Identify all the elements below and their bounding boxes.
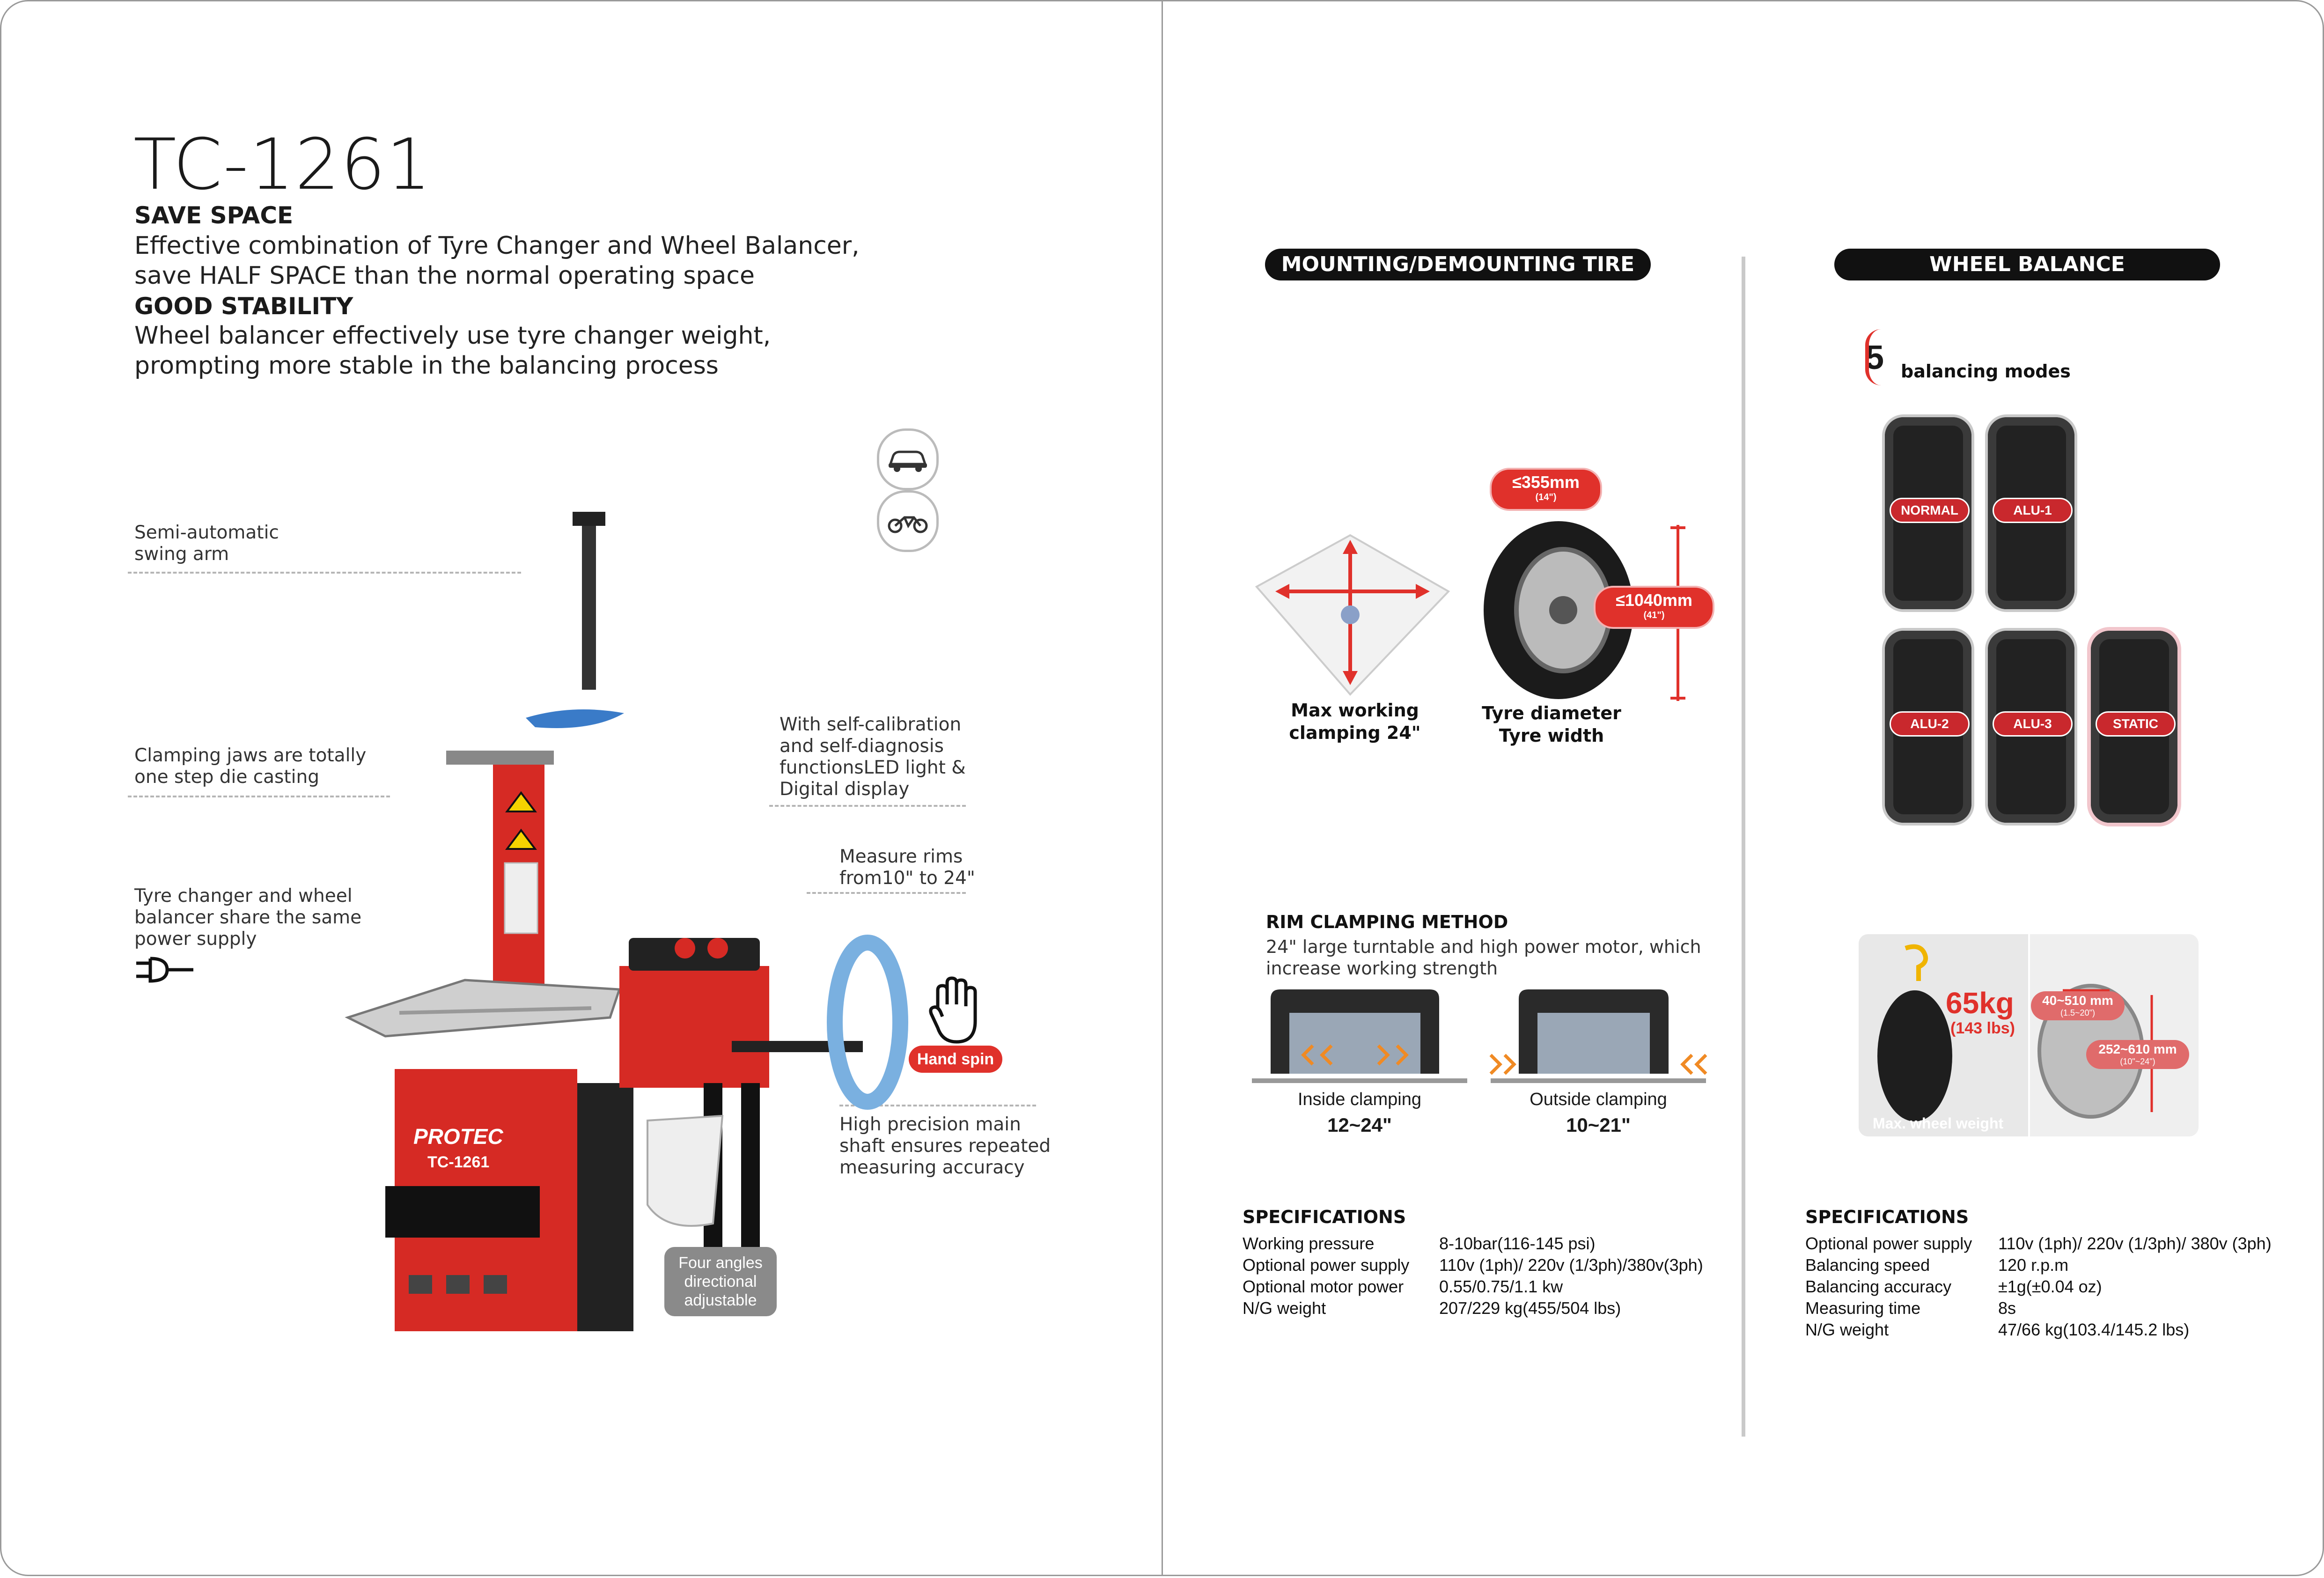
- mounting-header: MOUNTING/DEMOUNTING TIRE: [1265, 249, 1651, 280]
- callout-calib-line2: and self-diagnosis: [780, 736, 944, 757]
- max-working-line2: clamping 24": [1289, 723, 1421, 743]
- max-weight-caption: Max. wheel weight: [1873, 1115, 2004, 1132]
- modes-label: balancing modes: [1901, 361, 2071, 382]
- mounting-spec-value: 110v (1ph)/ 220v (1/3ph)/380v(3ph): [1439, 1255, 1703, 1275]
- max-weight-value: 65kg: [1946, 986, 2014, 1020]
- balance-spec-value: 47/66 kg(103.4/145.2 lbs): [1998, 1320, 2190, 1339]
- mounting-spec-value: 8-10bar(116-145 psi): [1439, 1234, 1596, 1253]
- balance-spec-key: Measuring time: [1805, 1298, 1921, 1318]
- save-space-text-1: Effective combination of Tyre Changer and Wheel Balancer,: [134, 232, 860, 260]
- outside-clamping-diagram: [1481, 985, 1715, 1090]
- rim-clamping-desc: [1266, 936, 1701, 979]
- callout-swing-arm-line2: swing arm: [134, 544, 229, 565]
- callout-power-line3: power supply: [134, 929, 257, 950]
- balance-spec-value: 110v (1ph)/ 220v (1/3ph)/ 380v (3ph): [1998, 1234, 2272, 1253]
- height-tag-value: ≤1040mm: [1616, 590, 1692, 610]
- callout-jaws-line1: Clamping jaws are totally: [134, 745, 367, 766]
- rim-desc-line2: increase working strength: [1266, 958, 1498, 979]
- width-tag-sub: (1.5~20"): [2060, 1008, 2095, 1018]
- diameter-tag: [1490, 468, 1602, 511]
- left-page: [0, 0, 1163, 1576]
- balance-spec-key: Optional power supply: [1805, 1234, 1972, 1253]
- max-working-line1: Max working: [1291, 700, 1419, 721]
- four-angles-tag: [664, 1247, 777, 1316]
- machine-brand-label: PROTEC: [413, 1124, 503, 1149]
- callout-power-line2: balancer share the same: [134, 907, 362, 928]
- diameter-range-sub: (10"~24"): [2120, 1057, 2155, 1066]
- plug-icon: [134, 956, 195, 986]
- mode-normal-tyre: [1885, 417, 1971, 609]
- balance-spec-key: N/G weight: [1805, 1320, 1889, 1339]
- callout-jaws-line2: one step die casting: [134, 767, 319, 788]
- mode-alu1-label: ALU-1: [1993, 498, 2073, 523]
- rim-desc-line1: 24" large turntable and high power motor, which: [1266, 936, 1701, 957]
- mounting-spec-key: Optional power supply: [1243, 1255, 1410, 1275]
- height-tag: [1594, 586, 1714, 629]
- four-angles-line2: directional: [684, 1273, 757, 1290]
- diameter-tag-sub: (14"): [1535, 492, 1557, 502]
- machine-model-label: TC-1261: [427, 1153, 490, 1171]
- mounting-spec-value: 207/229 kg(455/504 lbs): [1439, 1298, 1621, 1318]
- max-working-label: [1285, 699, 1425, 744]
- width-tag: [2031, 991, 2125, 1020]
- tyre-diameter-label: [1467, 702, 1636, 747]
- callout-power-supply: [134, 885, 361, 950]
- callout-power-line1: Tyre changer and wheel: [134, 885, 353, 907]
- tyre-diameter-line2: Tyre width: [1499, 725, 1604, 746]
- balance-spec-key: Balancing speed: [1805, 1255, 1930, 1275]
- mounting-spec-key: N/G weight: [1243, 1298, 1326, 1318]
- width-tag-value: 40~510 mm: [2042, 993, 2113, 1008]
- column-divider: [1742, 257, 1745, 1437]
- rim-clamping-title: RIM CLAMPING METHOD: [1266, 912, 1508, 932]
- inside-clamping-diagram: [1243, 985, 1477, 1090]
- mounting-spec-key: Working pressure: [1243, 1234, 1375, 1253]
- inside-clamping-range: 12~24": [1327, 1114, 1392, 1136]
- callout-calib-line1: With self-calibration: [780, 714, 962, 735]
- tyre-diameter-line1: Tyre diameter: [1482, 703, 1621, 723]
- save-space-heading: SAVE SPACE: [134, 202, 294, 229]
- mode-alu3-tyre: [1988, 631, 2074, 823]
- diameter-range-tag: [2086, 1040, 2189, 1069]
- good-stability-text-2: prompting more stable in the balancing process: [134, 352, 719, 380]
- four-angles-line1: Four angles: [678, 1254, 763, 1272]
- height-tag-sub: (41"): [1643, 610, 1665, 620]
- modes-ring-icon: [1865, 329, 1897, 385]
- outside-clamping-label: Outside clamping: [1530, 1090, 1667, 1109]
- callout-swing-arm: [134, 522, 279, 565]
- balance-spec-value: 8s: [1998, 1298, 2016, 1318]
- mode-alu2-label: ALU-2: [1890, 711, 1970, 737]
- inside-clamping-label: Inside clamping: [1297, 1090, 1422, 1109]
- balance-spec-value: 120 r.p.m: [1998, 1255, 2069, 1275]
- mode-static-label: STATIC: [2096, 711, 2176, 737]
- callout-shaft-line1: High precision main: [839, 1114, 1021, 1135]
- mode-normal-label: NORMAL: [1890, 498, 1970, 523]
- mode-alu2-tyre: [1885, 631, 1971, 823]
- wheel-balance-header: WHEEL BALANCE: [1834, 249, 2220, 280]
- callout-rims-line2: from10" to 24": [839, 868, 975, 889]
- mode-alu1-tyre: [1988, 417, 2074, 609]
- product-title: TC-1261: [133, 124, 432, 206]
- callout-calib-line3: functionsLED light &: [780, 757, 966, 778]
- callout-shaft-line2: shaft ensures repeated: [839, 1136, 1051, 1157]
- mounting-spec-value: 0.55/0.75/1.1 kw: [1439, 1277, 1563, 1296]
- rim-size-panel: [2030, 934, 2199, 1136]
- balance-spec-key: Balancing accuracy: [1805, 1277, 1952, 1296]
- callout-calib-line4: Digital display: [780, 779, 910, 800]
- callout-swing-arm-line1: Semi-automatic: [134, 522, 279, 543]
- save-space-text-2: save HALF SPACE than the normal operating space: [134, 262, 755, 290]
- mode-static-tyre: [2091, 631, 2177, 823]
- mounting-specs-title: SPECIFICATIONS: [1243, 1207, 1406, 1227]
- mounting-spec-key: Optional motor power: [1243, 1277, 1404, 1296]
- balance-spec-value: ±1g(±0.04 oz): [1998, 1277, 2102, 1296]
- outside-clamping-range: 10~21": [1566, 1114, 1631, 1136]
- callout-shaft-line3: measuring accuracy: [839, 1157, 1025, 1178]
- right-page: [1162, 0, 2324, 1576]
- modes-count: 5: [1865, 339, 1884, 376]
- diameter-tag-value: ≤355mm: [1512, 472, 1580, 492]
- car-icon: [877, 428, 939, 490]
- four-angles-line3: adjustable: [684, 1291, 757, 1309]
- good-stability-heading: GOOD STABILITY: [134, 293, 353, 320]
- good-stability-text-1: Wheel balancer effectively use tyre changer weight,: [134, 322, 771, 350]
- hand-spin-badge: Hand spin: [909, 1046, 1002, 1073]
- turntable-diagram: [1252, 526, 1453, 701]
- callout-rims-line1: Measure rims: [839, 846, 963, 867]
- balance-specs-title: SPECIFICATIONS: [1805, 1207, 1969, 1227]
- max-weight-panel: [1859, 934, 2028, 1136]
- mode-alu3-label: ALU-3: [1993, 711, 2073, 737]
- max-weight-lbs: (143 lbs): [1950, 1019, 2015, 1037]
- diameter-range-value: 252~610 mm: [2098, 1042, 2177, 1056]
- tyre-changer-balancer-illustration: [329, 493, 1078, 1336]
